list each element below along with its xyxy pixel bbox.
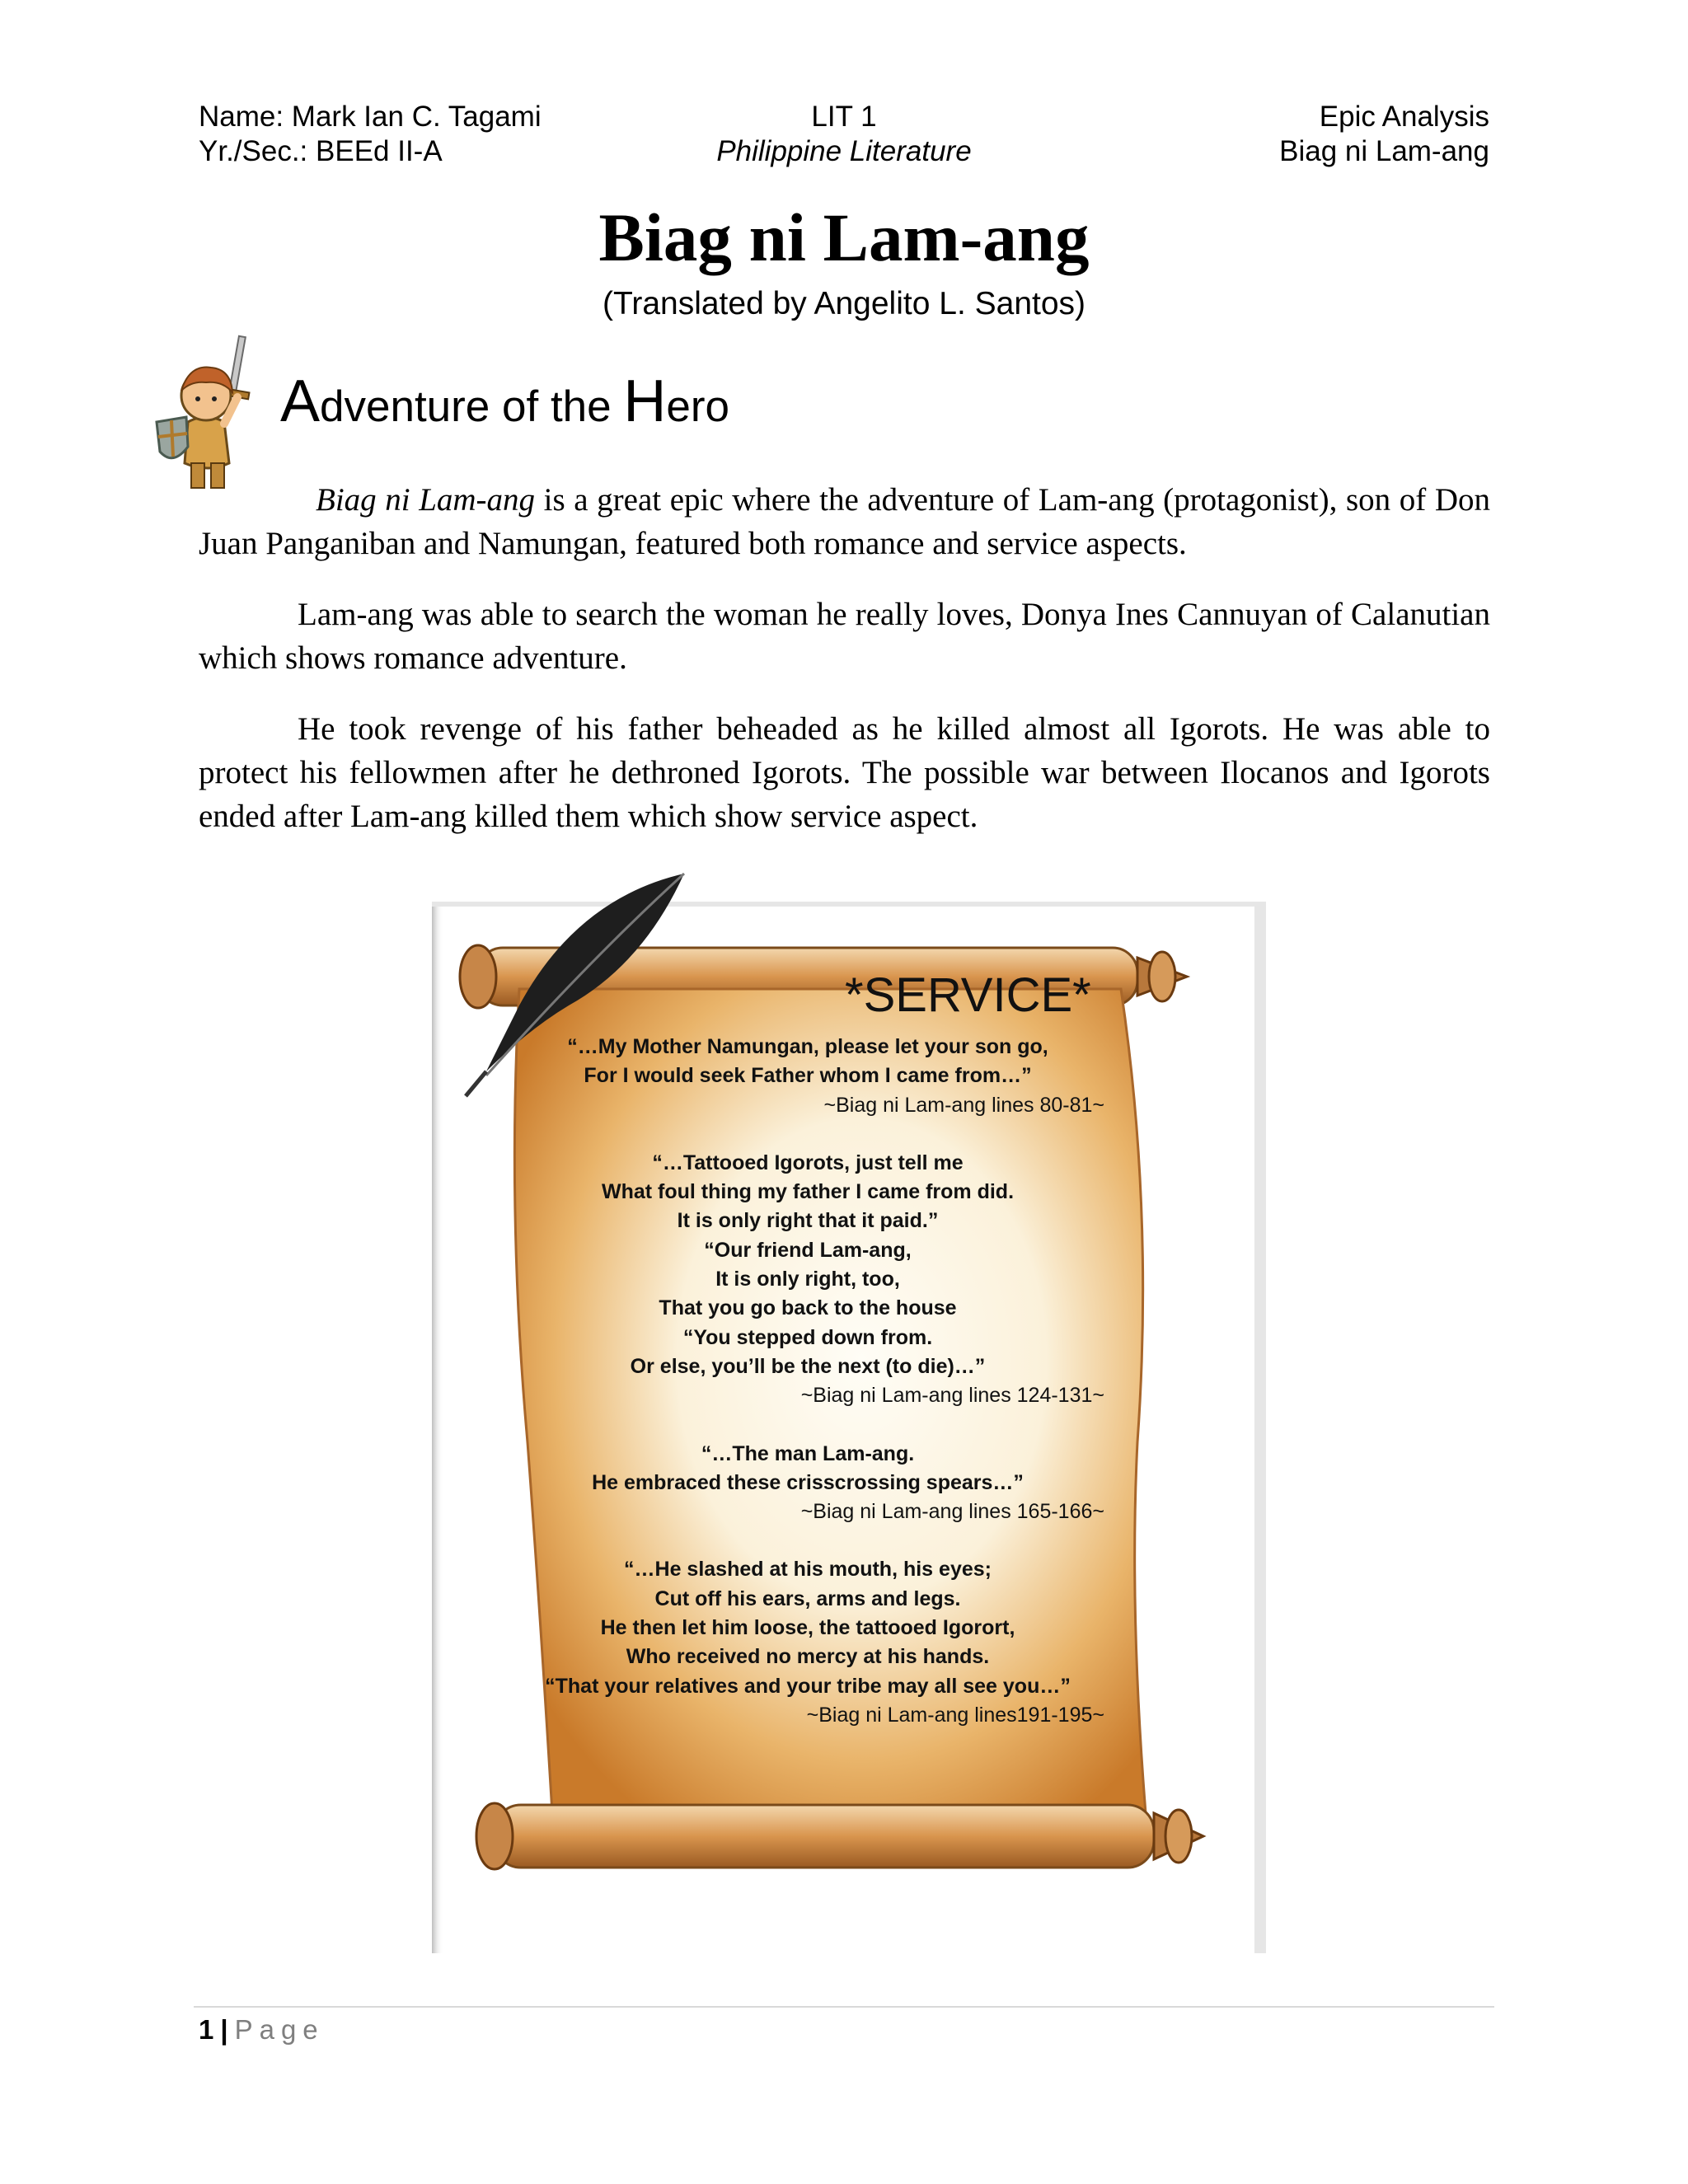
verse-block (511, 1033, 1104, 1730)
verse-reference: ~Biag ni Lam-ang lines191-195~ (806, 1703, 1104, 1727)
verse-line: “…Tattooed Igorots, just tell me (652, 1151, 964, 1174)
verse-line: “…He slashed at his mouth, his eyes; (624, 1558, 992, 1582)
hero-warrior-icon (148, 331, 264, 496)
verse-line: It is only right, too, (715, 1268, 900, 1291)
verse-line: He then let him loose, the tattooed Igorort, (600, 1616, 1015, 1640)
epic-title-italic: Biag ni Lam-ang (316, 482, 536, 518)
paragraph-2: Lam-ang was able to search the woman he really loves, Donya Ines Cannuyan of Calanutian which shows romance adventure. (199, 597, 1490, 676)
scroll-title: *SERVICE* (845, 968, 1091, 1022)
document-subtitle: (Translated by Angelito L. Santos) (602, 286, 1086, 321)
verse-line: For I would seek Father whom I came from…” (584, 1064, 1032, 1088)
footer-divider (194, 2006, 1494, 2008)
paragraph-3: He took revenge of his father beheaded as he killed almost all Igorots. He was able to protect his fellowmen after he dethroned Igorots. The possible war between Ilocanos and Igorots ended after Lam-ang killed them which show service aspect. (199, 711, 1490, 834)
verse-line: What foul thing my father I came from did. (601, 1180, 1015, 1204)
page-footer (199, 2013, 325, 2046)
document-title: Biag ni Lam-ang (598, 199, 1090, 275)
assignment-type: Epic Analysis (1319, 101, 1489, 133)
student-name: Name: Mark Ian C. Tagami (199, 101, 542, 133)
footer-separator: | (220, 2014, 228, 2045)
paragraph-1 (199, 478, 1490, 565)
verse-line: That you go back to the house (659, 1296, 957, 1320)
verse-line: “…The man Lam-ang. (701, 1441, 915, 1465)
verse-line: Or else, you’ll be the next (to die)…” (630, 1354, 986, 1378)
verse-reference: ~Biag ni Lam-ang lines 165-166~ (800, 1500, 1104, 1524)
verse-line: It is only right that it paid.” (677, 1209, 939, 1233)
paragraph-1-text: is a great epic where the adventure of Lam-ang (protagonist), son of Don Juan Panganiban and Namungan, featured both romance and service aspects. (199, 482, 1490, 561)
verse-line: “You stepped down from. (682, 1325, 933, 1349)
heading-part-2: ero (666, 382, 729, 431)
verse-reference: ~Biag ni Lam-ang lines 124-131~ (800, 1384, 1104, 1408)
verse-reference: ~Biag ni Lam-ang lines 80-81~ (823, 1093, 1104, 1117)
verse-line: Cut off his ears, arms and legs. (654, 1586, 961, 1610)
course-title: Philippine Literature (716, 135, 972, 167)
verse-line: He embraced these crisscrossing spears…” (592, 1470, 1024, 1494)
section-heading (280, 368, 729, 434)
assignment-subject: Biag ni Lam-ang (1279, 135, 1489, 167)
verse-line: “Our friend Lam-ang, (704, 1238, 912, 1262)
course-code: LIT 1 (811, 101, 877, 133)
page-label: Page (234, 2014, 325, 2045)
verse-line: Who received no mercy at his hands. (626, 1645, 990, 1669)
heading-part-1: dventure of the (320, 382, 624, 431)
header-right (1279, 100, 1489, 169)
year-section: Yr./Sec.: BEEd II-A (199, 135, 443, 167)
page-number: 1 (199, 2014, 214, 2045)
verse-line: “…My Mother Namungan, please let your son go, (567, 1035, 1048, 1058)
verse-line: “That your relatives and your tribe may all see you…” (545, 1674, 1071, 1698)
heading-cap-a: A (280, 368, 321, 434)
heading-cap-h: H (623, 368, 667, 434)
